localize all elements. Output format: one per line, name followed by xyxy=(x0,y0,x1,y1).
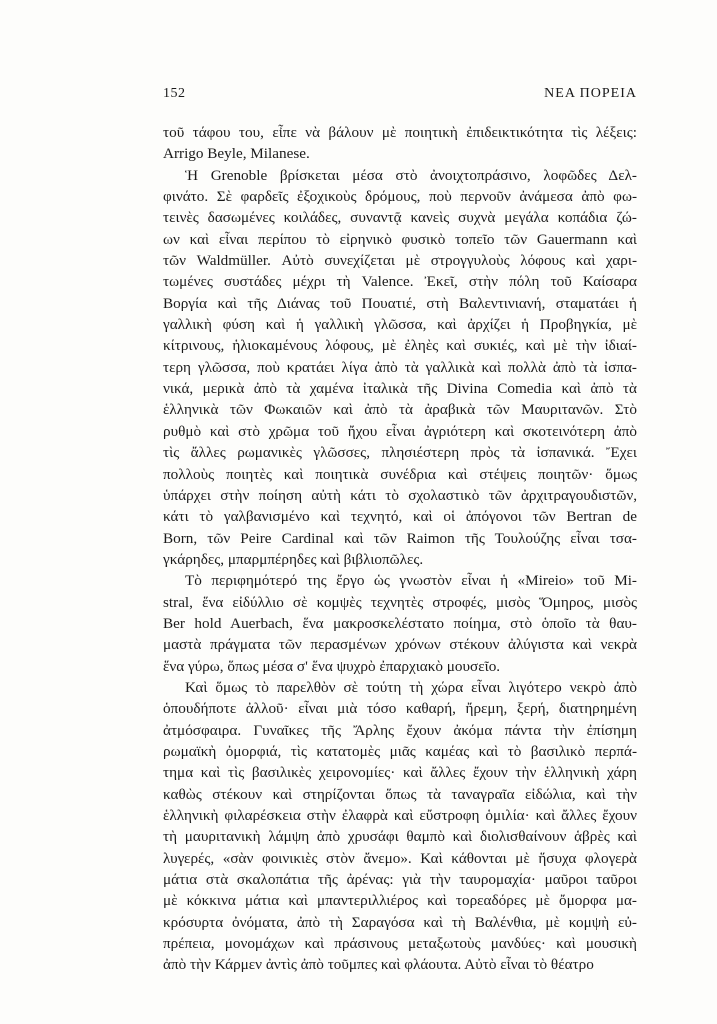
paragraph xyxy=(163,165,637,571)
text-line: Τὸ περιφημότερό της ἔργο ὡς γνωστὸν εἶναι ἡ «Mireio» τοῦ Mi- xyxy=(185,572,637,590)
text-line: ἕνα γύρω, ὅπως μέσα σ' ἕνα ψυχρὸ ἐπαρχιακὸ μουσεῖο. xyxy=(163,657,501,675)
text-line: Born, τῶν Peire Cardinal καὶ τῶν Raimon τῆς Τουλούζης εἶναι τσα- xyxy=(163,529,637,547)
text-line: ων καὶ εἶναι περίπου τὸ εἰρηνικὸ φυσικὸ τοπεῖο τῶν Gauermann καὶ xyxy=(163,230,637,248)
text-line: κίτρινους, ἡλιοκαμένους λόφους, μὲ ἐληὲς καὶ συκιές, καὶ μὲ τὴν ἰδιαί- xyxy=(163,337,637,355)
text-line: stral, ἕνα εἰδύλλιο σὲ κομψὲς τεχνητὲς στροφές, μισὸς Ὅμηρος, μισὸς xyxy=(163,593,637,611)
text-line: μάτια στὰ σκαλοπάτια τῆς ἀρένας: γιὰ τὴν ταυρομαχία· μαῦροι ταῦροι xyxy=(163,871,637,889)
page-header xyxy=(163,86,637,106)
text-line: νικά, μερικὰ ἀπὸ τὰ χαμένα ἰταλικὰ τῆς Divina Comedia καὶ ἀπὸ τὰ xyxy=(163,380,637,398)
running-title: ΝΕΑ ΠΟΡΕΙΑ xyxy=(544,86,637,101)
text-line: Arrigo Beyle, Milanese. xyxy=(163,145,310,163)
text-line: λυγερές, «σὰν φοινικιὲς στὸν ἄνεμο». Καὶ κάθονται μὲ ἥσυχα φλογερὰ xyxy=(163,849,637,867)
text-line: ὑπάρχει στὴν ποίηση αὐτὴ κάτι τὸ σχολαστικὸ τῶν ἀρχιτραγουδιστῶν, xyxy=(163,486,637,504)
text-line: Βοργία καὶ τῆς Διάνας τοῦ Πουατιέ, στὴ Βαλεντινιανή, σταματάει ἡ xyxy=(163,294,637,312)
text-line: τημα καὶ τὶς βασιλικὲς χειρονομίες· καὶ ἄλλες ἔχουν τὴν ἑλληνικὴ χάρη xyxy=(163,764,637,782)
text-line: ἀτμόσφαιρα. Γυναῖκες τῆς Ἄρλης ἔχουν ἀκόμα πάντα τὴν ἐπίσημη xyxy=(163,721,637,739)
text-line: πρέπεια, μονομάχων καὶ πράσινους μεταξωτοὺς μανδύες· καὶ μουσικὴ xyxy=(163,935,637,953)
text-line: κάτι τὸ γαλβανισμένο καὶ τεχνητό, καὶ οἱ ἀπόγονοι τῶν Bertran de xyxy=(163,508,637,526)
text-line: ρωμαϊκὴ ὀμορφιά, τὶς κατατομὲς μιᾶς καμέας καὶ τὸ βασιλικὸ περπά- xyxy=(163,742,637,760)
text-line: ἀπὸ τὴν Κάρμεν ἀντὶς ἀπὸ τοῦμπες καὶ φλάουτα. Αὐτὸ εἶναι τὸ θέατρο xyxy=(163,956,594,974)
text-line: τοῦ τάφου του, εἶπε νὰ βάλουν μὲ ποιητικὴ ἐπιδεικτικότητα τὶς λέξεις: xyxy=(163,124,637,141)
text-line: μὲ κόκκινα μάτια καὶ μπαντεριλλιέρος καὶ τορεαδόρες μὲ ὄμορφα μα- xyxy=(163,892,637,910)
page-number: 152 xyxy=(163,86,186,101)
paragraph xyxy=(163,122,637,165)
text-line: φινάτο. Σὲ φαρδεῖς ἐξοχικοὺς δρόμους, ποὺ περνοῦν ἀνάμεσα ἀπὸ φω- xyxy=(163,188,637,206)
text-line: πολλοὺς ποιητὲς καὶ ποιητικὰ συνέδρια καὶ στέψεις ποιητῶν· ὅμως xyxy=(163,465,637,483)
text-line: Καὶ ὅμως τὸ παρελθὸν σὲ τούτη τὴ χώρα εἶναι λιγότερο νεκρὸ ἀπὸ xyxy=(185,678,637,696)
text-line: Ber hold Auerbach, ἕνα μακροσκελέστατο ποίημα, στὸ ὁποῖο τὰ θαυ- xyxy=(163,614,637,632)
text-line: ἑλληνικὴ φιλαρέσκεια στὴν ἐλαφρὰ καὶ εὔστροφη ὁμιλία· καὶ ἄλλες ἔχουν xyxy=(163,807,637,824)
text-line: ρυθμὸ καὶ στὸ χρῶμα τοῦ ἤχου εἶναι ἀγριότερη καὶ σκοτεινότερη ἀπὸ xyxy=(163,422,637,440)
paragraph xyxy=(163,677,637,976)
text-line: ὁπουδήποτε ἀλλοῦ· εἶναι μιὰ τόσο καθαρή, ἤρεμη, ξερή, διατηρημένη xyxy=(163,700,637,718)
text-line: μαστὰ πράγματα τῶν περασμένων χρόνων στέκουν ἀλύγιστα καὶ νεκρὰ xyxy=(163,636,637,654)
text-line: καθὼς στέκουν καὶ στηρίζονται ὅπως τὰ ταναγραῖα εἰδώλια, καὶ τὴν xyxy=(163,785,637,803)
body-text xyxy=(163,122,637,976)
text-line: τεινὲς δασωμένες κοιλάδες, συναντᾷ κανεὶς συχνὰ μεγάλα κοπάδια ζώ- xyxy=(163,209,637,227)
text-line: ἑλληνικὰ τῶν Φωκαιῶν καὶ ἀπὸ τὰ ἀραβικὰ τῶν Μαυριτανῶν. Στὸ xyxy=(163,401,637,419)
text-line: τῶν Waldmüller. Αὐτὸ συνεχίζεται μὲ στρογγυλοὺς λόφους καὶ χαρι- xyxy=(163,252,637,270)
text-line: γαλλικὴ φύση καὶ ἡ γαλλικὴ γλῶσσα, καὶ ἀρχίζει ἡ Προβηγκία, μὲ xyxy=(163,316,637,334)
paragraph xyxy=(163,570,637,677)
text-line: τὴ μαυριτανικὴ λάμψη ἀπὸ χρυσάφι θαμπὸ καὶ διολισθαίνουν ἁβρὲς καὶ xyxy=(163,828,637,846)
text-line: τωμένες συστάδες μέχρι τὴ Valence. Ἐκεῖ, στὴν πόλη τοῦ Καίσαρα xyxy=(163,273,637,291)
text-line: Ἡ Grenoble βρίσκεται μέσα στὸ ἀνοιχτοπράσινο, λοφῶδες Δελ- xyxy=(185,166,637,184)
text-line: τὶς ἄλλες ρωμανικὲς γλῶσσες, πλησιέστερη πρὸς τὰ ἰσπανικά. Ἔχει xyxy=(163,444,637,462)
text-line: κρόσυρτα ὀνόματα, ἀπὸ τὴ Σαραγόσα καὶ τὴ Βαλένθια, μὲ κομψὴ εὐ- xyxy=(163,913,637,931)
text-line: γκάρηδες, μπαρμπέρηδες καὶ βιβλιοπῶλες. xyxy=(163,550,424,568)
text-line: τερη γλῶσσα, ποὺ κρατάει λίγα ἀπὸ τὰ γαλλικὰ καὶ πολλὰ ἀπὸ τὰ ἰσπα- xyxy=(163,358,637,376)
